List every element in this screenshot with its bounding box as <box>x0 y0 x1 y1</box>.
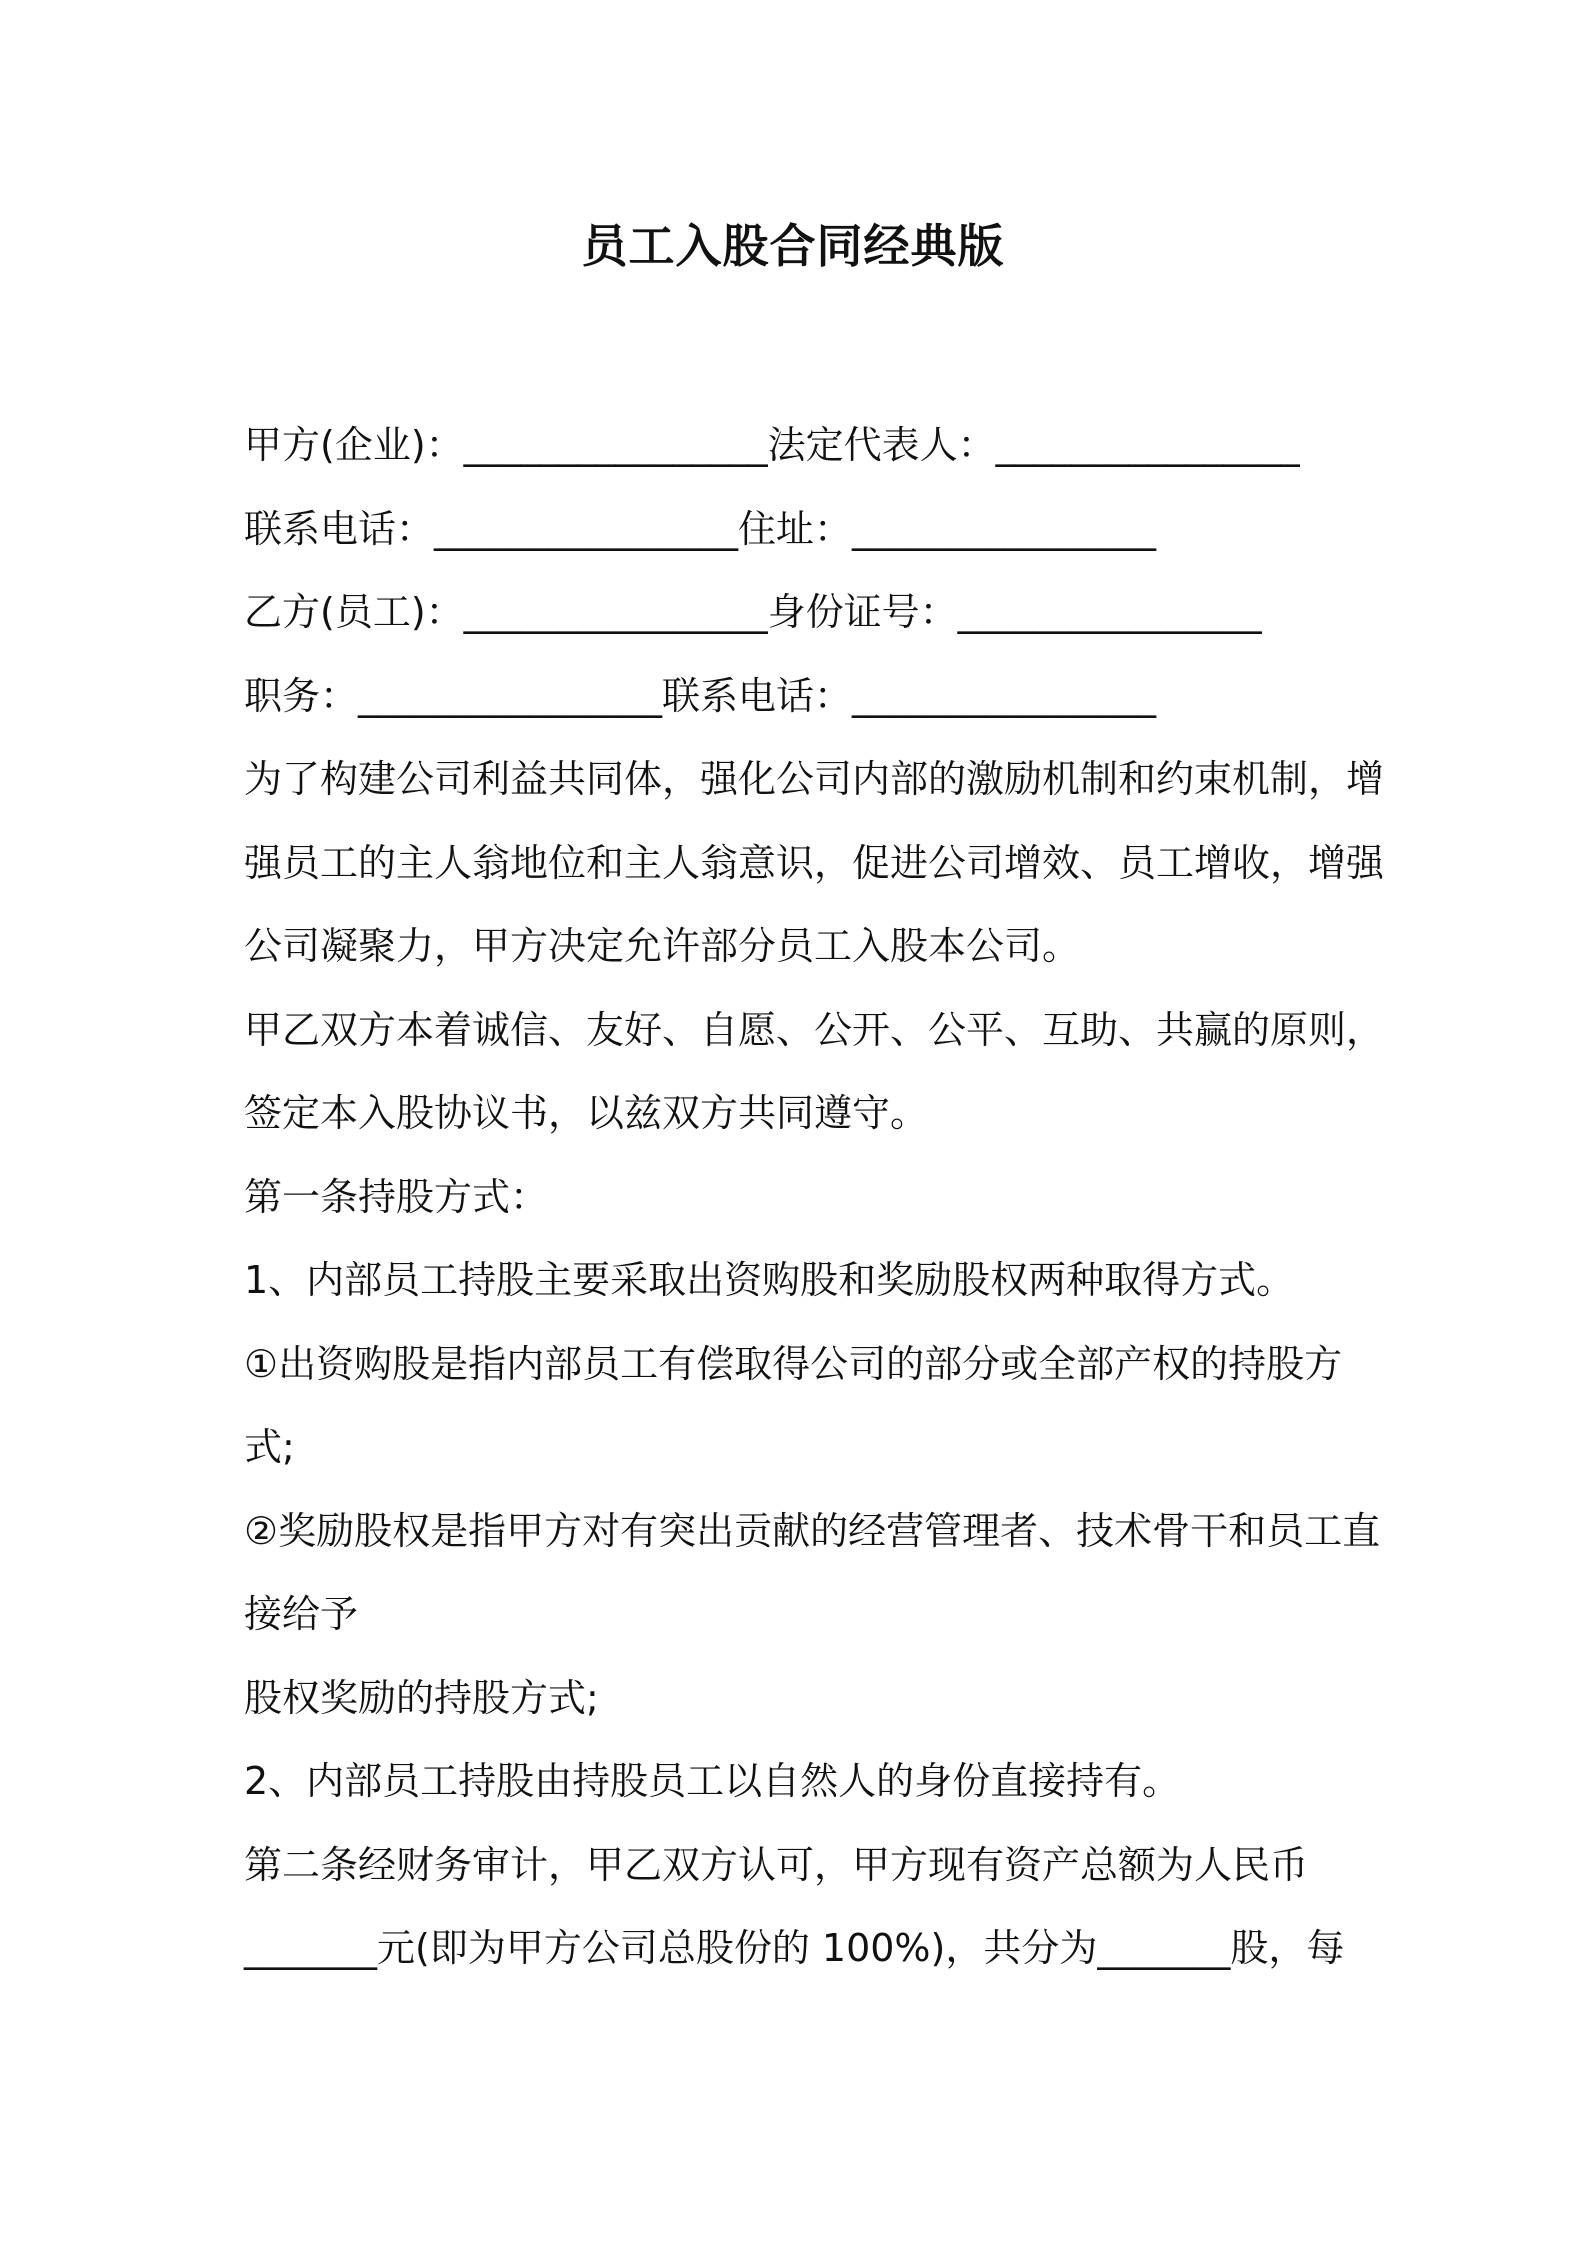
document-body <box>244 404 1385 1991</box>
principle-paragraph-line-2: 签定本入股协议书，以兹双方共同遵守。 <box>244 1091 929 1135</box>
document-title: 员工入股合同经典版 <box>581 219 1005 273</box>
party-a-company-line: 甲方(企业)：________________法定代表人：________________ <box>244 423 1300 467</box>
article-one-subitem-1-line-2: 式; <box>244 1425 295 1469</box>
article-one-heading: 第一条持股方式： <box>244 1174 549 1219</box>
article-one-item-1: 1、内部员工持股主要采取出资购股和奖励股权两种取得方式。 <box>244 1258 1295 1302</box>
party-b-position-line: 职务：________________联系电话：________________ <box>244 673 1157 718</box>
purpose-paragraph-line-3: 公司凝聚力，甲方决定允许部分员工入股本公司。 <box>244 924 1081 968</box>
article-one-item-2: 2、内部员工持股由持股员工以自然人的身份直接持有。 <box>244 1759 1181 1803</box>
purpose-paragraph-line-1: 为了构建公司利益共同体，强化公司内部的激励机制和约束机制，增 <box>244 757 1385 801</box>
article-two-line-2: _______元(即为甲方公司总股份的 100%)，共分为_______股，每 <box>244 1926 1345 1970</box>
article-one-subitem-2-line-3: 股权奖励的持股方式; <box>244 1675 599 1720</box>
article-two-line-1: 第二条经财务审计，甲乙双方认可，甲方现有资产总额为人民币 <box>244 1842 1309 1887</box>
purpose-paragraph-line-2: 强员工的主人翁地位和主人翁意识，促进公司增效、员工增收，增强 <box>244 840 1385 885</box>
principle-paragraph-line-1: 甲乙双方本着诚信、友好、自愿、公开、公平、互助、共赢的原则， <box>244 1007 1385 1052</box>
party-a-contact-line: 联系电话：________________住址：________________ <box>244 506 1157 551</box>
article-one-subitem-2-line-2: 接给予 <box>244 1592 359 1636</box>
article-one-subitem-1-line-1: ①出资购股是指内部员工有偿取得公司的部分或全部产权的持股方 <box>244 1341 1343 1386</box>
article-one-subitem-2-line-1: ②奖励股权是指甲方对有突出贡献的经营管理者、技术骨干和员工直 <box>244 1508 1381 1553</box>
party-b-employee-line: 乙方(员工)：________________身份证号：________________ <box>244 590 1262 634</box>
